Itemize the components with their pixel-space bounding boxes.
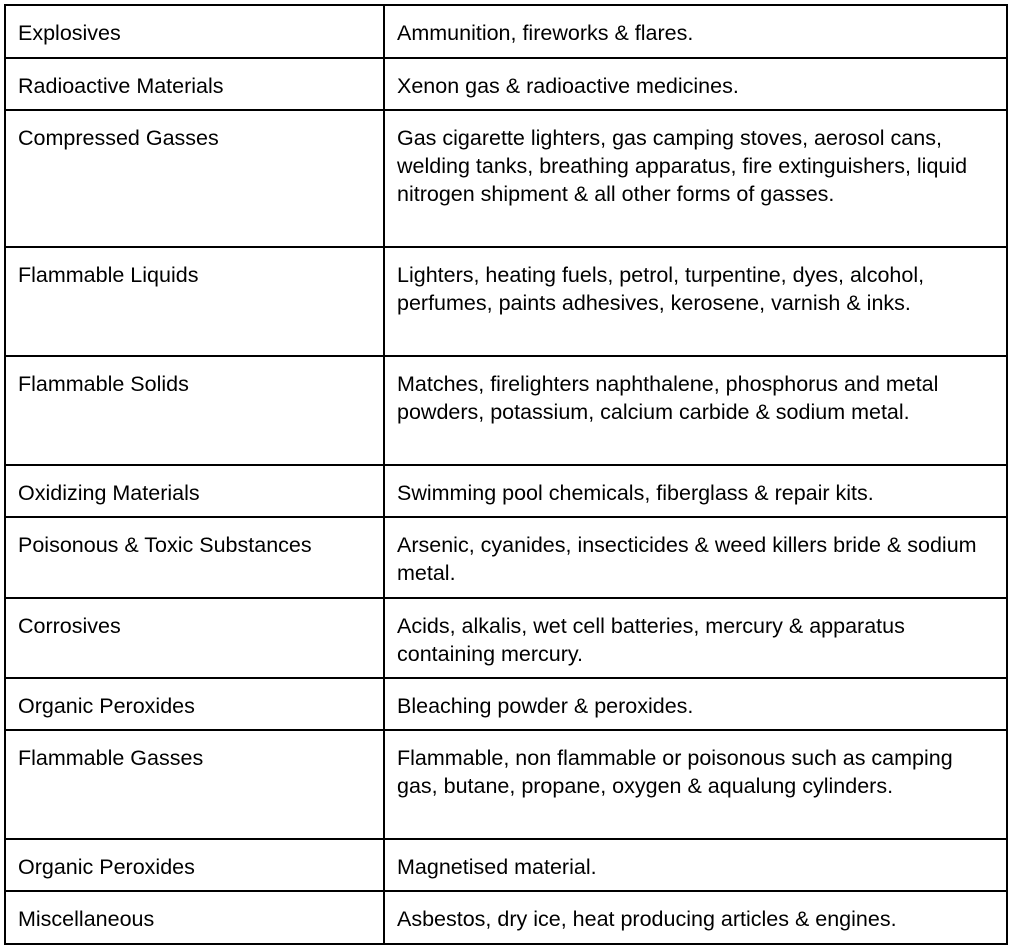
examples-cell: Arsenic, cyanides, insecticides & weed killers bride & sodium metal. <box>384 517 1007 598</box>
category-cell: Poisonous & Toxic Substances <box>5 517 384 598</box>
table-row <box>5 891 1007 944</box>
hazardous-materials-table <box>4 4 1008 945</box>
table-row <box>5 356 1007 465</box>
examples-cell: Magnetised material. <box>384 839 1007 891</box>
category-cell: Miscellaneous <box>5 891 384 944</box>
category-cell: Flammable Liquids <box>5 247 384 356</box>
table-row <box>5 839 1007 891</box>
category-cell: Radioactive Materials <box>5 58 384 110</box>
examples-cell: Acids, alkalis, wet cell batteries, mercury & apparatus containing mercury. <box>384 598 1007 678</box>
table-row <box>5 247 1007 356</box>
table-row <box>5 678 1007 730</box>
examples-cell: Lighters, heating fuels, petrol, turpentine, dyes, alcohol, perfumes, paints adhesives, kerosene, varnish & inks. <box>384 247 1007 356</box>
category-cell: Flammable Solids <box>5 356 384 465</box>
table-row <box>5 598 1007 678</box>
examples-cell: Bleaching powder & peroxides. <box>384 678 1007 730</box>
table-row <box>5 517 1007 598</box>
examples-cell: Flammable, non flammable or poisonous such as camping gas, butane, propane, oxygen & aqualung cylinders. <box>384 730 1007 839</box>
examples-cell: Swimming pool chemicals, fiberglass & repair kits. <box>384 465 1007 517</box>
table-row <box>5 5 1007 58</box>
table-row <box>5 730 1007 839</box>
examples-cell: Matches, firelighters naphthalene, phosphorus and metal powders, potassium, calcium carbide & sodium metal. <box>384 356 1007 465</box>
examples-cell: Asbestos, dry ice, heat producing articles & engines. <box>384 891 1007 944</box>
examples-cell: Gas cigarette lighters, gas camping stoves, aerosol cans, welding tanks, breathing apparatus, fire extinguishers, liquid nitrogen shipment & all other forms of gasses. <box>384 110 1007 247</box>
table-row <box>5 465 1007 517</box>
table-row <box>5 58 1007 110</box>
table-row <box>5 110 1007 247</box>
category-cell: Organic Peroxides <box>5 678 384 730</box>
category-cell: Oxidizing Materials <box>5 465 384 517</box>
category-cell: Compressed Gasses <box>5 110 384 247</box>
category-cell: Organic Peroxides <box>5 839 384 891</box>
examples-cell: Ammunition, fireworks & flares. <box>384 5 1007 58</box>
category-cell: Flammable Gasses <box>5 730 384 839</box>
category-cell: Explosives <box>5 5 384 58</box>
examples-cell: Xenon gas & radioactive medicines. <box>384 58 1007 110</box>
category-cell: Corrosives <box>5 598 384 678</box>
